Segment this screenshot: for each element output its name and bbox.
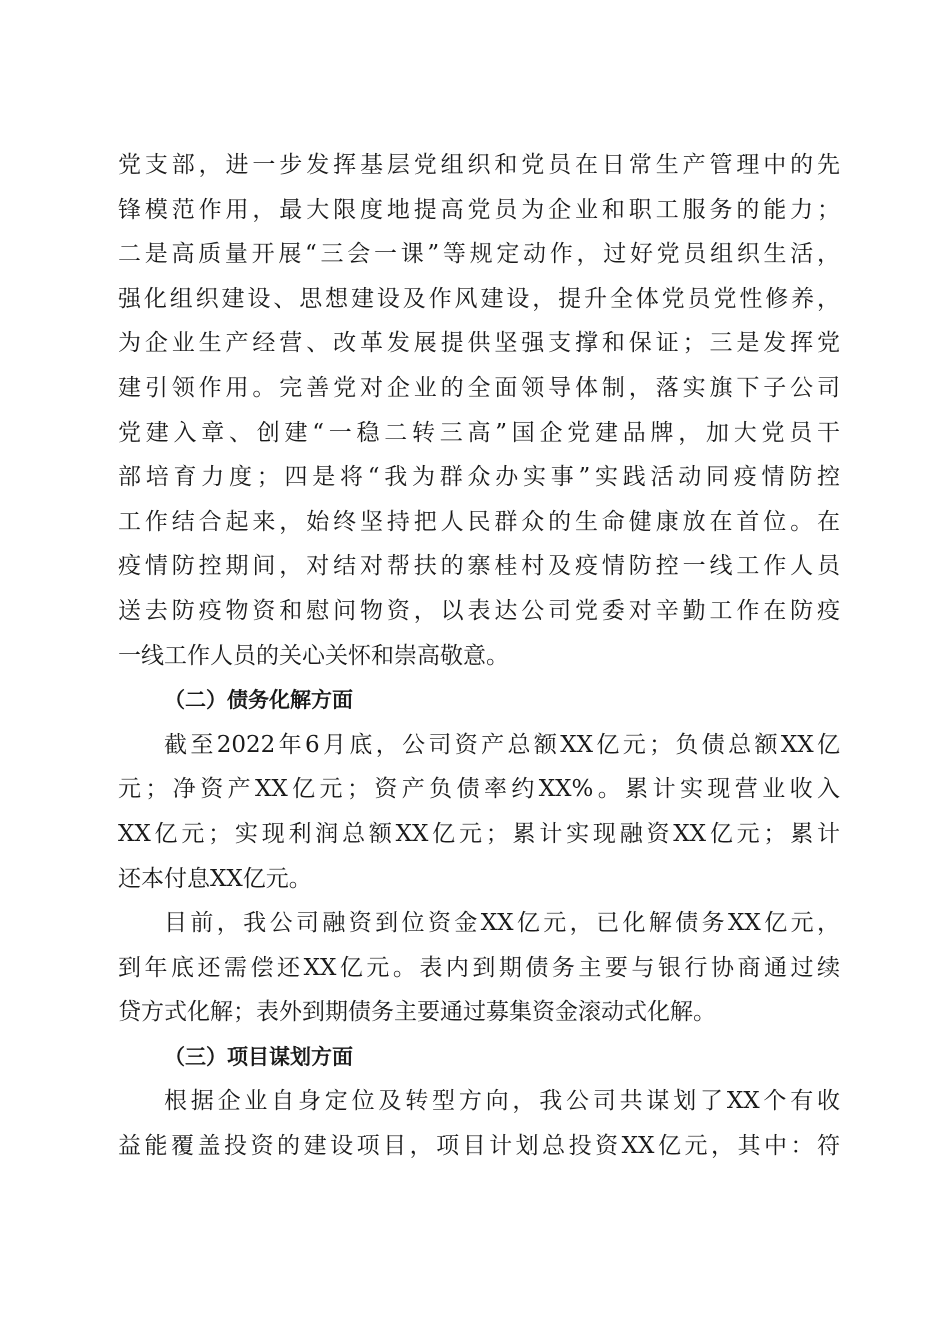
section-heading-projects: （三）项目谋划方面 bbox=[164, 1044, 353, 1069]
text-line: 截至2022年6月底，公司资产总额XX亿元；负债总额XX亿 bbox=[164, 731, 840, 758]
text-line: 一线工作人员的关心关怀和崇高敬意。 bbox=[118, 642, 509, 669]
text-line: 还本付息XX亿元。 bbox=[118, 865, 312, 892]
text-line: 强化组织建设、思想建设及作风建设，提升全体党员党性修养， bbox=[118, 285, 840, 312]
text-line: 疫情防控期间，对结对帮扶的寨桂村及疫情防控一线工作人员 bbox=[118, 553, 840, 580]
text-line: 二是高质量开展“三会一课”等规定动作，过好党员组织生活， bbox=[118, 241, 840, 268]
text-line: 部培育力度；四是将“我为群众办实事”实践活动同疫情防控 bbox=[118, 464, 840, 491]
text-line: 为企业生产经营、改革发展提供坚强支撑和保证；三是发挥党 bbox=[118, 330, 840, 357]
text-line: 贷方式化解；表外到期债务主要通过募集资金滚动式化解。 bbox=[118, 999, 716, 1026]
text-line: 到年底还需偿还XX亿元。表内到期债务主要与银行协商通过续 bbox=[118, 954, 840, 981]
text-line: XX亿元；实现利润总额XX亿元；累计实现融资XX亿元；累计 bbox=[118, 820, 840, 847]
section-heading-debt: （二）债务化解方面 bbox=[164, 688, 353, 713]
text-line: 根据企业自身定位及转型方向，我公司共谋划了XX个有收 bbox=[164, 1088, 840, 1115]
paragraph-party-building bbox=[118, 143, 840, 678]
text-line: 建引领作用。完善党对企业的全面领导体制，落实旗下子公司 bbox=[118, 374, 840, 401]
text-line: 党建入章、创建“一稳二转三高”国企党建品牌，加大党员干 bbox=[118, 419, 840, 446]
paragraph-project-planning bbox=[118, 1079, 840, 1168]
text-line: 益能覆盖投资的建设项目，项目计划总投资XX亿元，其中：符 bbox=[118, 1133, 840, 1160]
paragraph-debt-figures bbox=[118, 723, 840, 901]
text-line: 元；净资产XX亿元；资产负债率约XX%。累计实现营业收入 bbox=[118, 776, 840, 803]
text-line: 工作结合起来，始终坚持把人民群众的生命健康放在首位。在 bbox=[118, 508, 840, 535]
text-line: 送去防疫物资和慰问物资，以表达公司党委对辛勤工作在防疫 bbox=[118, 597, 840, 624]
text-line: 目前，我公司融资到位资金XX亿元，已化解债务XX亿元， bbox=[164, 910, 840, 937]
text-line: 锋模范作用，最大限度地提高党员为企业和职工服务的能力； bbox=[118, 196, 840, 223]
text-line: 党支部，进一步发挥基层党组织和党员在日常生产管理中的先 bbox=[118, 152, 840, 178]
paragraph-debt-resolution bbox=[118, 901, 840, 1035]
document-body bbox=[118, 143, 840, 1169]
